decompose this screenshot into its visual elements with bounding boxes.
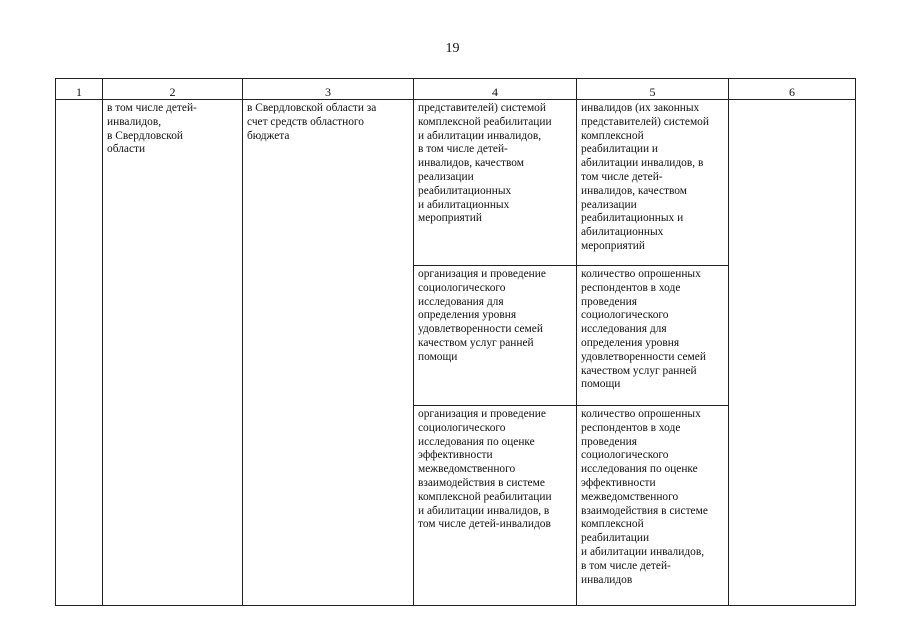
header-col-4: 4 [414, 79, 577, 100]
header-col-1: 1 [56, 79, 103, 100]
cell-col-5: количество опрошенных респондентов в ходе проведения социологического исследования по оценке эффективности межведомственного взаимодействия в системе комплексной реабилитации и абилитации инвалидов, в том числе детей- инвалидов [577, 406, 729, 606]
cell-col-1 [56, 100, 103, 606]
cell-col-2: в том числе детей- инвалидов, в Свердловской области [103, 100, 243, 606]
header-col-6: 6 [729, 79, 856, 100]
cell-col-4: организация и проведение социологического исследования для определения уровня удовлетворенности семей качеством услуг ранней помощи [414, 266, 577, 406]
cell-col-5: инвалидов (их законных представителей) системой комплексной реабилитации и абилитации инвалидов, в том числе детей- инвалидов, качеством реализации реабилитационных и абилитационных мероприятий [577, 100, 729, 266]
header-row [56, 79, 856, 100]
header-col-5: 5 [577, 79, 729, 100]
cell-col-3: в Свердловской области за счет средств областного бюджета [243, 100, 414, 606]
table-row [56, 100, 856, 266]
program-table [55, 78, 856, 606]
header-col-2: 2 [103, 79, 243, 100]
cell-col-4: представителей) системой комплексной реабилитации и абилитации инвалидов, в том числе детей- инвалидов, качеством реализации реабилитационных и абилитационных мероприятий [414, 100, 577, 266]
cell-col-6 [729, 100, 856, 606]
cell-col-4: организация и проведение социологического исследования по оценке эффективности межведомственного взаимодействия в системе комплексной реабилитации и абилитации инвалидов, в том числе детей-инвалидов [414, 406, 577, 606]
cell-col-5: количество опрошенных респондентов в ходе проведения социологического исследования для определения уровня удовлетворенности семей качеством услуг ранней помощи [577, 266, 729, 406]
page-number: 19 [445, 41, 460, 56]
header-col-3: 3 [243, 79, 414, 100]
